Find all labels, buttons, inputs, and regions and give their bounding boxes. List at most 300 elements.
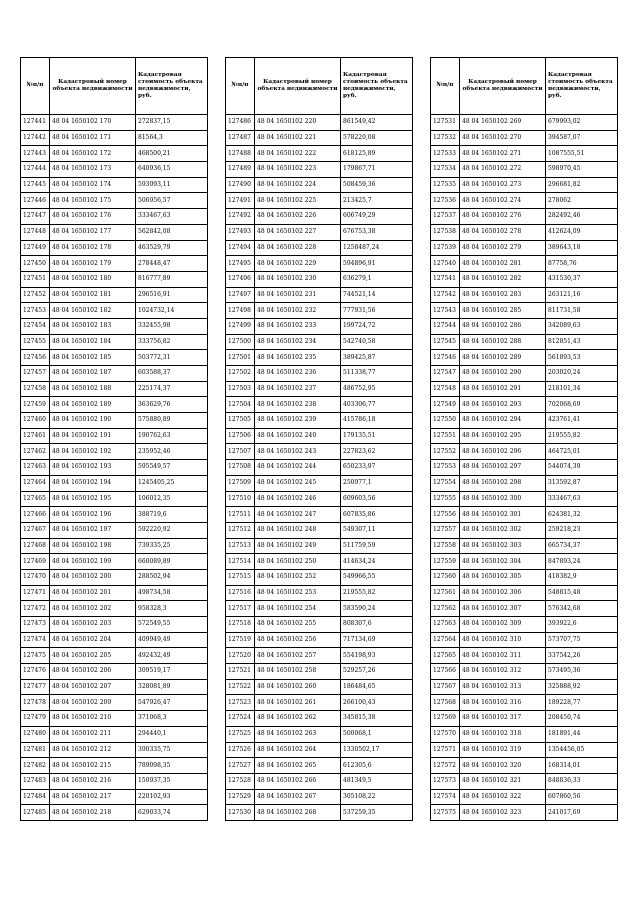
table-row	[21, 679, 208, 695]
cell-number: 127537	[431, 209, 460, 225]
cell-cadastral-value: 1024732,14	[136, 303, 208, 319]
cell-cadastral-value: 342089,63	[546, 318, 618, 334]
cell-cadastral-value: 816777,89	[136, 271, 208, 287]
cell-cadastral-value: 592220,92	[136, 522, 208, 538]
cell-cadastral-value: 848836,33	[546, 773, 618, 789]
cell-number: 127557	[431, 522, 460, 538]
cell-cadastral-number: 48 04 1650102 220	[255, 115, 341, 131]
cell-cadastral-value: 332455,98	[136, 318, 208, 334]
cell-cadastral-number: 48 04 1650102 178	[50, 240, 136, 256]
table-row	[431, 742, 618, 758]
cell-cadastral-number: 48 04 1650102 192	[50, 444, 136, 460]
header-row	[431, 58, 618, 115]
table-row	[226, 538, 413, 554]
cell-cadastral-value: 464725,01	[546, 444, 618, 460]
table-row	[431, 617, 618, 633]
cell-number: 127511	[226, 507, 255, 523]
cell-cadastral-number: 48 04 1650102 202	[50, 601, 136, 617]
cell-cadastral-number: 48 04 1650102 184	[50, 334, 136, 350]
cell-cadastral-value: 305108,22	[341, 789, 413, 805]
cell-cadastral-value: 389425,87	[341, 350, 413, 366]
table-row	[431, 350, 618, 366]
table-row	[21, 742, 208, 758]
cell-cadastral-value: 371068,3	[136, 711, 208, 727]
cell-number: 127442	[21, 130, 50, 146]
cell-cadastral-number: 48 04 1650102 176	[50, 209, 136, 225]
cell-cadastral-value: 573495,36	[546, 664, 618, 680]
table-row	[226, 475, 413, 491]
table-row	[226, 507, 413, 523]
cell-cadastral-number: 48 04 1650102 273	[460, 177, 546, 193]
cell-cadastral-number: 48 04 1650102 322	[460, 789, 546, 805]
cell-number: 127520	[226, 648, 255, 664]
cell-number: 127575	[431, 805, 460, 821]
cell-number: 127477	[21, 679, 50, 695]
header-row	[226, 58, 413, 115]
cell-number: 127494	[226, 240, 255, 256]
cell-cadastral-value: 1258487,24	[341, 240, 413, 256]
cell-cadastral-value: 106012,35	[136, 491, 208, 507]
cell-cadastral-number: 48 04 1650102 264	[255, 742, 341, 758]
cell-cadastral-value: 412624,09	[546, 224, 618, 240]
cell-cadastral-number: 48 04 1650102 274	[460, 193, 546, 209]
cell-number: 127471	[21, 585, 50, 601]
header-cadastral-number: Кадастровый номер объекта недвижимости	[460, 58, 546, 115]
cell-cadastral-number: 48 04 1650102 234	[255, 334, 341, 350]
table-row	[226, 758, 413, 774]
cell-number: 127478	[21, 695, 50, 711]
table-row	[431, 444, 618, 460]
cell-cadastral-value: 500068,1	[341, 726, 413, 742]
cell-cadastral-value: 607835,86	[341, 507, 413, 523]
table-row	[21, 507, 208, 523]
cell-cadastral-number: 48 04 1650102 197	[50, 522, 136, 538]
cell-cadastral-value: 219555,82	[341, 585, 413, 601]
cell-cadastral-number: 48 04 1650102 227	[255, 224, 341, 240]
cell-cadastral-value: 203020,24	[546, 366, 618, 382]
cell-cadastral-value: 218101,34	[546, 381, 618, 397]
cell-number: 127515	[226, 569, 255, 585]
cell-number: 127514	[226, 554, 255, 570]
header-cadastral-number: Кадастровый номер объекта недвижимости	[255, 58, 341, 115]
cell-cadastral-number: 48 04 1650102 243	[255, 444, 341, 460]
cell-number: 127500	[226, 334, 255, 350]
cell-cadastral-number: 48 04 1650102 235	[255, 350, 341, 366]
table-row	[226, 711, 413, 727]
table-row	[226, 460, 413, 476]
cell-cadastral-number: 48 04 1650102 257	[255, 648, 341, 664]
cell-number: 127551	[431, 428, 460, 444]
cell-cadastral-value: 219555,82	[546, 428, 618, 444]
table-row	[431, 366, 618, 382]
table-row	[226, 224, 413, 240]
cell-cadastral-value: 403306,77	[341, 397, 413, 413]
cell-cadastral-number: 48 04 1650102 200	[50, 569, 136, 585]
table-row	[226, 193, 413, 209]
cell-number: 127507	[226, 444, 255, 460]
cell-number: 127553	[431, 460, 460, 476]
cell-cadastral-number: 48 04 1650102 217	[50, 789, 136, 805]
cell-cadastral-value: 612305,6	[341, 758, 413, 774]
cell-number: 127549	[431, 397, 460, 413]
cell-cadastral-number: 48 04 1650102 189	[50, 397, 136, 413]
cell-cadastral-value: 389643,18	[546, 240, 618, 256]
table-row	[21, 271, 208, 287]
table-row	[431, 538, 618, 554]
table-row	[21, 162, 208, 178]
cell-cadastral-number: 48 04 1650102 255	[255, 617, 341, 633]
cell-number: 127457	[21, 366, 50, 382]
cell-cadastral-number: 48 04 1650102 171	[50, 130, 136, 146]
cell-cadastral-number: 48 04 1650102 181	[50, 287, 136, 303]
table-row	[21, 554, 208, 570]
cell-cadastral-number: 48 04 1650102 252	[255, 569, 341, 585]
cell-cadastral-value: 508459,36	[341, 177, 413, 193]
cell-cadastral-number: 48 04 1650102 224	[255, 177, 341, 193]
cell-cadastral-value: 603588,37	[136, 366, 208, 382]
cell-cadastral-value: 225174,37	[136, 381, 208, 397]
table-row	[21, 240, 208, 256]
table-row	[21, 648, 208, 664]
cell-cadastral-number: 48 04 1650102 250	[255, 554, 341, 570]
cell-cadastral-value: 186484,65	[341, 679, 413, 695]
cell-cadastral-value: 325888,92	[546, 679, 618, 695]
cell-number: 127569	[431, 711, 460, 727]
cell-cadastral-number: 48 04 1650102 226	[255, 209, 341, 225]
cell-number: 127456	[21, 350, 50, 366]
table-row	[21, 601, 208, 617]
table-row	[431, 789, 618, 805]
cell-cadastral-value: 190762,63	[136, 428, 208, 444]
cell-number: 127493	[226, 224, 255, 240]
table-row	[21, 256, 208, 272]
cell-cadastral-number: 48 04 1650102 249	[255, 538, 341, 554]
cell-cadastral-number: 48 04 1650102 293	[460, 397, 546, 413]
cell-number: 127447	[21, 209, 50, 225]
table-row	[431, 381, 618, 397]
cell-cadastral-value: 288502,94	[136, 569, 208, 585]
cell-number: 127530	[226, 805, 255, 821]
cell-cadastral-value: 415786,18	[341, 413, 413, 429]
cell-cadastral-value: 418382,9	[546, 569, 618, 585]
cell-cadastral-number: 48 04 1650102 301	[460, 507, 546, 523]
table-row	[226, 632, 413, 648]
cell-cadastral-number: 48 04 1650102 187	[50, 366, 136, 382]
table-row	[431, 224, 618, 240]
table-row	[226, 162, 413, 178]
table-row	[21, 664, 208, 680]
header-cadastral-value: Кадастровая стоимость объекта недвижимости, руб.	[136, 58, 208, 115]
table-row	[226, 271, 413, 287]
table-row	[21, 617, 208, 633]
cell-cadastral-value: 250977,1	[341, 475, 413, 491]
cell-cadastral-value: 486752,95	[341, 381, 413, 397]
cell-cadastral-number: 48 04 1650102 309	[460, 617, 546, 633]
cell-cadastral-value: 573707,75	[546, 632, 618, 648]
table-row	[21, 193, 208, 209]
cell-number: 127505	[226, 413, 255, 429]
cell-number: 127465	[21, 491, 50, 507]
table-row	[431, 115, 618, 131]
cell-number: 127497	[226, 287, 255, 303]
cell-cadastral-value: 549307,11	[341, 522, 413, 538]
table-row	[431, 177, 618, 193]
cell-number: 127558	[431, 538, 460, 554]
table-row	[226, 726, 413, 742]
cell-cadastral-value: 498734,58	[136, 585, 208, 601]
cell-cadastral-number: 48 04 1650102 185	[50, 350, 136, 366]
cell-number: 127560	[431, 569, 460, 585]
cell-cadastral-number: 48 04 1650102 270	[460, 130, 546, 146]
table-row	[21, 146, 208, 162]
cell-number: 127458	[21, 381, 50, 397]
cell-cadastral-value: 266100,43	[341, 695, 413, 711]
cell-number: 127449	[21, 240, 50, 256]
cell-cadastral-number: 48 04 1650102 282	[460, 271, 546, 287]
cell-number: 127448	[21, 224, 50, 240]
table-row	[21, 726, 208, 742]
cell-cadastral-number: 48 04 1650102 201	[50, 585, 136, 601]
cell-cadastral-number: 48 04 1650102 269	[460, 115, 546, 131]
table-row	[226, 585, 413, 601]
table-row	[21, 177, 208, 193]
cell-cadastral-number: 48 04 1650102 211	[50, 726, 136, 742]
cell-cadastral-number: 48 04 1650102 232	[255, 303, 341, 319]
table-row	[226, 209, 413, 225]
table-row	[226, 569, 413, 585]
cell-number: 127461	[21, 428, 50, 444]
cell-number: 127567	[431, 679, 460, 695]
table-row	[226, 695, 413, 711]
cell-cadastral-value: 313592,87	[546, 475, 618, 491]
cell-number: 127508	[226, 460, 255, 476]
cell-number: 127527	[226, 758, 255, 774]
cell-number: 127501	[226, 350, 255, 366]
table-row	[431, 318, 618, 334]
cell-number: 127563	[431, 617, 460, 633]
cell-number: 127522	[226, 679, 255, 695]
table-row	[226, 522, 413, 538]
cell-cadastral-number: 48 04 1650102 310	[460, 632, 546, 648]
cell-number: 127483	[21, 773, 50, 789]
cell-number: 127450	[21, 256, 50, 272]
cell-number: 127524	[226, 711, 255, 727]
table-row	[431, 146, 618, 162]
cell-number: 127533	[431, 146, 460, 162]
cell-cadastral-value: 529257,26	[341, 664, 413, 680]
table-row	[431, 711, 618, 727]
cell-cadastral-value: 394587,07	[546, 130, 618, 146]
table-row	[431, 726, 618, 742]
table-row	[226, 334, 413, 350]
cell-number: 127489	[226, 162, 255, 178]
cell-cadastral-value: 388719,6	[136, 507, 208, 523]
table-row	[431, 507, 618, 523]
cell-cadastral-value: 181891,44	[546, 726, 618, 742]
cell-cadastral-value: 393922,6	[546, 617, 618, 633]
table-row	[21, 366, 208, 382]
header-number: №п/п	[21, 58, 50, 115]
table-row	[431, 256, 618, 272]
cell-cadastral-value: 575880,89	[136, 413, 208, 429]
cell-number: 127517	[226, 601, 255, 617]
cell-number: 127463	[21, 460, 50, 476]
cell-cadastral-value: 220102,93	[136, 789, 208, 805]
cell-cadastral-value: 241017,69	[546, 805, 618, 821]
cell-number: 127476	[21, 664, 50, 680]
cell-cadastral-value: 609603,56	[341, 491, 413, 507]
cell-number: 127488	[226, 146, 255, 162]
table-row	[431, 601, 618, 617]
table-row	[226, 601, 413, 617]
cell-cadastral-value: 309519,17	[136, 664, 208, 680]
cell-cadastral-value: 296516,91	[136, 287, 208, 303]
cell-cadastral-number: 48 04 1650102 316	[460, 695, 546, 711]
cell-number: 127540	[431, 256, 460, 272]
cell-number: 127570	[431, 726, 460, 742]
cell-cadastral-value: 278448,47	[136, 256, 208, 272]
cell-cadastral-value: 333467,63	[546, 491, 618, 507]
cell-cadastral-number: 48 04 1650102 195	[50, 491, 136, 507]
cell-cadastral-number: 48 04 1650102 239	[255, 413, 341, 429]
cell-cadastral-number: 48 04 1650102 253	[255, 585, 341, 601]
cell-cadastral-number: 48 04 1650102 258	[255, 664, 341, 680]
cell-cadastral-value: 861549,42	[341, 115, 413, 131]
cell-cadastral-number: 48 04 1650102 298	[460, 475, 546, 491]
cell-number: 127485	[21, 805, 50, 821]
cell-cadastral-value: 542740,58	[341, 334, 413, 350]
cell-number: 127539	[431, 240, 460, 256]
cell-cadastral-value: 679993,02	[546, 115, 618, 131]
cell-cadastral-number: 48 04 1650102 304	[460, 554, 546, 570]
cell-cadastral-value: 562842,08	[136, 224, 208, 240]
cell-cadastral-value: 607860,56	[546, 789, 618, 805]
table-row	[226, 177, 413, 193]
table-row	[431, 287, 618, 303]
table-row	[431, 554, 618, 570]
cell-cadastral-number: 48 04 1650102 190	[50, 413, 136, 429]
cell-number: 127499	[226, 318, 255, 334]
cell-cadastral-value: 554198,93	[341, 648, 413, 664]
cell-number: 127568	[431, 695, 460, 711]
cell-number: 127519	[226, 632, 255, 648]
table-row	[431, 240, 618, 256]
table-row	[431, 664, 618, 680]
cell-number: 127495	[226, 256, 255, 272]
cell-cadastral-value: 808307,6	[341, 617, 413, 633]
cell-number: 127474	[21, 632, 50, 648]
cell-cadastral-value: 337542,26	[546, 648, 618, 664]
cell-number: 127513	[226, 538, 255, 554]
table-row	[226, 444, 413, 460]
cell-number: 127572	[431, 758, 460, 774]
cell-number: 127550	[431, 413, 460, 429]
cell-number: 127479	[21, 711, 50, 727]
cell-cadastral-value: 583590,24	[341, 601, 413, 617]
cell-number: 127459	[21, 397, 50, 413]
cell-number: 127556	[431, 507, 460, 523]
cell-number: 127509	[226, 475, 255, 491]
table-row	[431, 193, 618, 209]
cell-number: 127441	[21, 115, 50, 131]
cell-cadastral-value: 624381,32	[546, 507, 618, 523]
cell-cadastral-number: 48 04 1650102 215	[50, 758, 136, 774]
cell-cadastral-number: 48 04 1650102 285	[460, 303, 546, 319]
cell-cadastral-value: 235952,46	[136, 444, 208, 460]
cell-cadastral-number: 48 04 1650102 279	[460, 240, 546, 256]
cell-number: 127538	[431, 224, 460, 240]
cell-cadastral-number: 48 04 1650102 222	[255, 146, 341, 162]
cell-cadastral-value: 598970,45	[546, 162, 618, 178]
cell-cadastral-value: 468500,21	[136, 146, 208, 162]
cell-number: 127482	[21, 758, 50, 774]
cell-number: 127462	[21, 444, 50, 460]
cell-cadastral-value: 168314,01	[546, 758, 618, 774]
cell-cadastral-number: 48 04 1650102 323	[460, 805, 546, 821]
cell-number: 127452	[21, 287, 50, 303]
table-row	[226, 805, 413, 821]
cell-cadastral-number: 48 04 1650102 231	[255, 287, 341, 303]
table-row	[431, 162, 618, 178]
cell-cadastral-value: 811731,58	[546, 303, 618, 319]
cell-cadastral-number: 48 04 1650102 246	[255, 491, 341, 507]
cell-number: 127504	[226, 397, 255, 413]
cell-cadastral-number: 48 04 1650102 203	[50, 617, 136, 633]
cell-cadastral-value: 189228,77	[546, 695, 618, 711]
cell-cadastral-value: 481349,5	[341, 773, 413, 789]
table-row	[431, 460, 618, 476]
cell-cadastral-value: 544074,39	[546, 460, 618, 476]
table-row	[21, 444, 208, 460]
table-row	[21, 460, 208, 476]
cell-number: 127528	[226, 773, 255, 789]
cell-cadastral-number: 48 04 1650102 216	[50, 773, 136, 789]
cell-number: 127561	[431, 585, 460, 601]
cell-cadastral-value: 150937,35	[136, 773, 208, 789]
cell-cadastral-value: 409949,49	[136, 632, 208, 648]
cell-cadastral-value: 593093,11	[136, 177, 208, 193]
cell-cadastral-value: 390335,75	[136, 742, 208, 758]
cell-cadastral-value: 618125,89	[341, 146, 413, 162]
table-row	[21, 789, 208, 805]
cell-cadastral-value: 640936,15	[136, 162, 208, 178]
cell-cadastral-number: 48 04 1650102 271	[460, 146, 546, 162]
cell-cadastral-value: 595549,57	[136, 460, 208, 476]
table-row	[226, 679, 413, 695]
cell-cadastral-number: 48 04 1650102 230	[255, 271, 341, 287]
table-row	[431, 397, 618, 413]
cell-cadastral-number: 48 04 1650102 237	[255, 381, 341, 397]
table-row	[431, 522, 618, 538]
cell-cadastral-number: 48 04 1650102 262	[255, 711, 341, 727]
cell-cadastral-number: 48 04 1650102 305	[460, 569, 546, 585]
cell-cadastral-number: 48 04 1650102 290	[460, 366, 546, 382]
cell-cadastral-number: 48 04 1650102 313	[460, 679, 546, 695]
table-row	[431, 648, 618, 664]
cell-cadastral-number: 48 04 1650102 278	[460, 224, 546, 240]
cell-cadastral-value: 1087555,51	[546, 146, 618, 162]
cell-cadastral-number: 48 04 1650102 267	[255, 789, 341, 805]
cell-cadastral-number: 48 04 1650102 283	[460, 287, 546, 303]
header-cadastral-number: Кадастровый номер объекта недвижимости	[50, 58, 136, 115]
table-row	[226, 130, 413, 146]
cell-cadastral-number: 48 04 1650102 307	[460, 601, 546, 617]
cell-cadastral-value: 739335,25	[136, 538, 208, 554]
cell-cadastral-value: 213425,7	[341, 193, 413, 209]
cell-number: 127480	[21, 726, 50, 742]
cell-cadastral-number: 48 04 1650102 263	[255, 726, 341, 742]
cell-cadastral-number: 48 04 1650102 188	[50, 381, 136, 397]
